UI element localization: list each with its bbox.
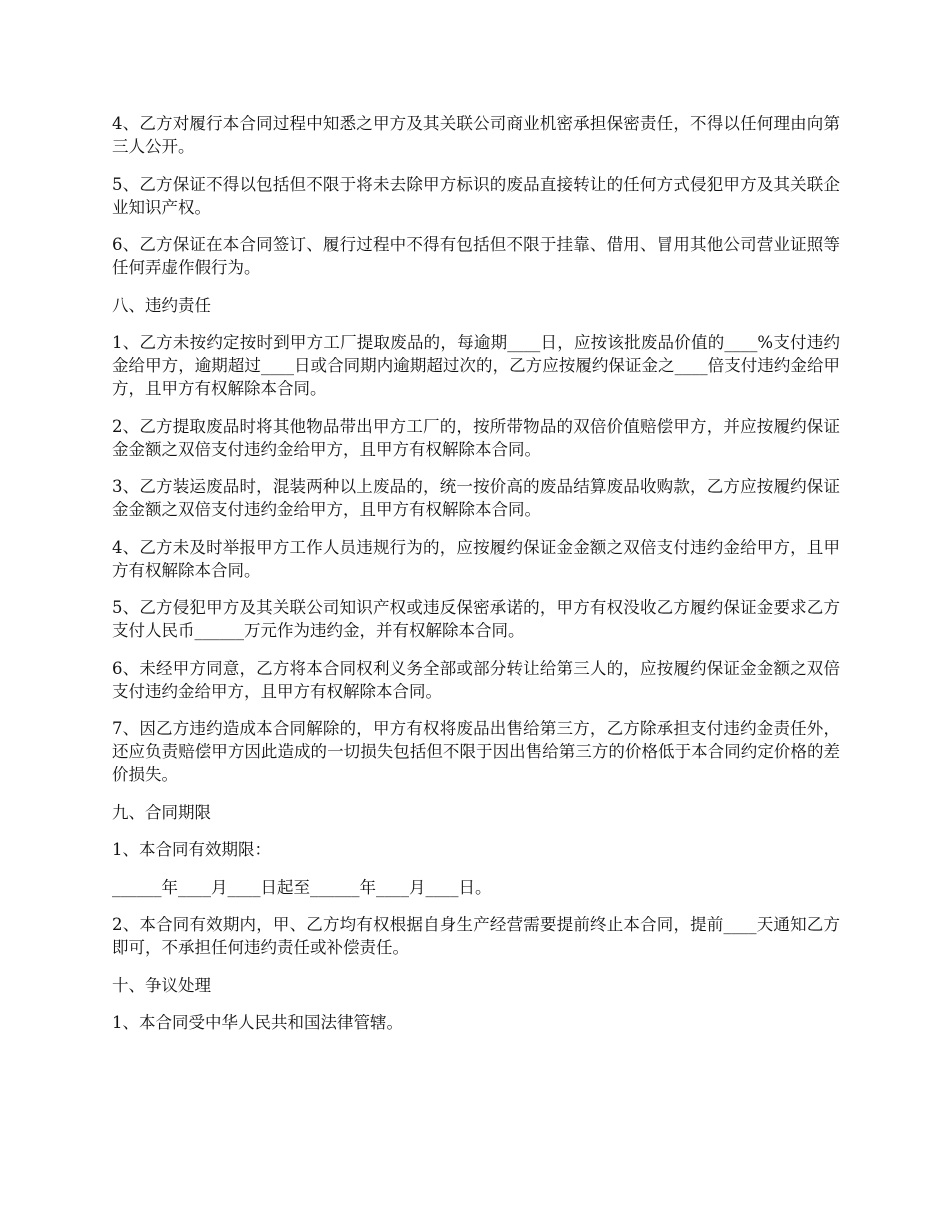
clause-confidentiality: 4、乙方对履行本合同过程中知悉之甲方及其关联公司商业机密承担保密责任，不得以任何理由向第三人公开。 bbox=[112, 114, 840, 156]
section-heading-breach: 八、违约责任 bbox=[112, 295, 211, 315]
clause-intellectual-property: 5、乙方保证不得以包括但不限于将未去除甲方标识的废品直接转让的任何方式侵犯甲方及其关联企业知识产权。 bbox=[112, 174, 840, 217]
term-clause-2: 2、本合同有效期内，甲、乙方均有权根据自身生产经营需要提前终止本合同，提前____天通知乙方即可，不承担任何违约责任或补偿责任。 bbox=[112, 915, 840, 957]
breach-clause-2: 2、乙方提取废品时将其他物品带出甲方工厂的，按所带物品的双倍价值赔偿甲方，并应按履约保证金金额之双倍支付违约金给甲方，且甲方有权解除本合同。 bbox=[112, 416, 840, 459]
breach-clause-4: 4、乙方未及时举报甲方工作人员违规行为的，应按履约保证金金额之双倍支付违约金给甲方，且甲方有权解除本合同。 bbox=[112, 537, 840, 580]
dispute-clause-1: 1、本合同受中华人民共和国法律管辖。 bbox=[112, 1013, 403, 1032]
term-date-range: ______年____月____日起至______年____月____日。 bbox=[112, 877, 492, 897]
section-heading-term: 九、合同期限 bbox=[112, 802, 211, 822]
breach-clause-6: 6、未经甲方同意，乙方将本合同权利义务全部或部分转让给第三人的，应按履约保证金金额之双倍支付违约金给甲方，且甲方有权解除本合同。 bbox=[112, 658, 840, 701]
term-clause-1: 1、本合同有效期限： bbox=[112, 840, 271, 859]
breach-clause-7: 7、因乙方违约造成本合同解除的，甲方有权将废品出售给第三方，乙方除承担支付违约金责任外，还应负责赔偿甲方因此造成的一切损失包括但不限于因出售给第三方的价格低于本合同约定价格的差价损失。 bbox=[112, 719, 840, 784]
section-heading-dispute: 十、争议处理 bbox=[112, 975, 211, 995]
document-body bbox=[112, 112, 840, 1049]
breach-clause-1: 1、乙方未按约定按时到甲方工厂提取废品的，每逾期____日，应按该批废品价值的____%支付违约金给甲方，逾期超过____日或合同期内逾期超过次的，乙方应按履约保证金之____倍支付违约金给甲方，且甲方有权解除本合同。 bbox=[112, 333, 840, 398]
breach-clause-5: 5、乙方侵犯甲方及其关联公司知识产权或违反保密承诺的，甲方有权没收乙方履约保证金要求乙方支付人民币______万元作为违约金，并有权解除本合同。 bbox=[112, 598, 840, 640]
clause-no-fraud: 6、乙方保证在本合同签订、履行过程中不得有包括但不限于挂靠、借用、冒用其他公司营业证照等任何弄虚作假行为。 bbox=[112, 235, 840, 277]
breach-clause-3: 3、乙方装运废品时，混装两种以上废品的，统一按价高的废品结算废品收购款，乙方应按履约保证金金额之双倍支付违约金给甲方，且甲方有权解除本合同。 bbox=[112, 477, 840, 519]
